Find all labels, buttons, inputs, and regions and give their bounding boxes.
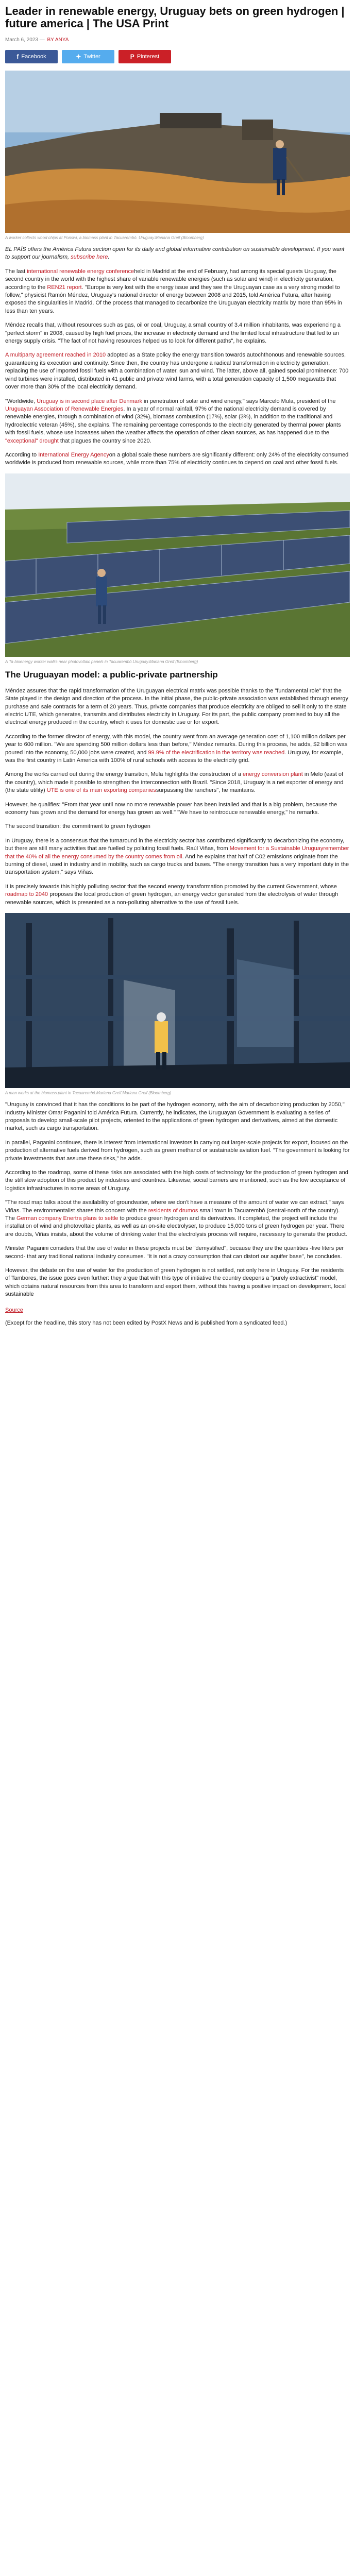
text: on a global scale these numbers are significantly different: only 24% of the electricity consumed worldwide is produced from renewable sources, while more than 75% of electricity continues to depend on coal and other fossil fuels. [5, 451, 349, 466]
solar-panels-photo [5, 473, 350, 657]
biomass-worker-photo [5, 913, 350, 1088]
intro-text: EL PAÍS offers the América Futura section open for its daily and global informative contribution on sustainable development. If you want to support our journalism, [5, 246, 345, 261]
paragraph: However, the debate on the use of water for the production of green hydrogen is not settled, not only here in Uruguay. For the residents of Tambores, the issue goes even further: they argue that with this type of initiative the country deepens a "purely extractivist" model, which obtains natural resources from this area to transform and export them, without this having a positive impact on development, local sustainable [5, 1267, 346, 1298]
text: "Worldwide, [5, 398, 37, 404]
text: . And he explains that half of C02 emissions originate from the burning of diesel, used in industry and in mobility, such as cargo trucks and buses. "The energy transition has a very important duty in the transportation system," says Viñas. [5, 853, 349, 876]
syndication-note: (Except for the headline, this story has not been edited by PostX News and is published from a syndicated feed.) [5, 1319, 288, 1326]
text: "The road map talks about the availability of groundwater, where we don't have a measure of the amount of water we can extract," says Viñas. The environmentalist shares this concern with the [5, 1199, 344, 1214]
ute-exporter-link[interactable]: UTE is one of its main exporting companies [46, 787, 156, 794]
twitter-share-label: Twitter [83, 54, 100, 60]
pinterest-share-button[interactable] [119, 50, 171, 63]
enertra-link[interactable]: German company Enertra plans to settle [16, 1215, 119, 1222]
subscribe-link[interactable]: subscribe here [71, 254, 108, 261]
paragraph: The second transition: the commitment to green hydrogen [5, 823, 150, 830]
conversion-plant-link[interactable]: energy conversion plant [243, 771, 303, 778]
twitter-share-button[interactable] [62, 50, 114, 63]
paragraph [5, 268, 350, 315]
photo-caption: A worker collects wood chips at Ponswi, a biomass plant in Tacuarembó. Uruguay.Mariana Greif (Bloomberg) [5, 235, 204, 240]
intro-end: . [108, 254, 110, 261]
paragraph [5, 883, 350, 907]
text: proposes the local production of green hydrogen, an energy vector generated from the electrolysis of water through renewable sources, which is presented as a non-polluting alternative to the use of fossil fuels. [5, 891, 339, 906]
text: . "Europe is very lost with the energy issue and they see the Uruguayan case as a very strong model to follow," physicist Ramón Méndez, Uruguay's national director of energy between 2008 and 2015, told América Futura, after having exposed the singularities in Madrid. Of the process that managed to decarbonize the Uruguayan electricity matrix by more than 95% in less than ten years. [5, 284, 342, 314]
text: small town in Tacuarembó (central-north of the country). The [5, 1207, 340, 1222]
paragraph: Méndez recalls that, without resources such as gas, oil or coal, Uruguay, a small country of 3.4 million inhabitants, was experiencing a "perfect storm" in 2008, caused by high fuel prices, the increase in electricity demand and the limited local infrastructure that led to an energy supply crisis. "The fact of not having resources helped us to look for different paths", he explains. [5, 322, 341, 345]
article-meta [5, 37, 350, 43]
text: According to the former director of energy, with this model, the country went from an average generation cost of 1,100 million dollars per year to 600 million. "We are spending 500 million dollars less than before," Méndez remarks. During this process, he adds, $2 billion was poured into the economy, 50,000 jobs were created, and [5, 733, 348, 756]
photo-caption: A Ta bioenergy worker walks near photovoltaic panels in Tacuarembó.Uruguay.Mariana Greif (Bloomberg) [5, 659, 198, 664]
paragraph [5, 771, 350, 794]
biomass-plant-photo [5, 71, 350, 233]
pinterest-share-label: Pinterest [137, 54, 160, 60]
article [5, 0, 350, 1327]
twitter-icon: ✦ [76, 53, 81, 60]
text: In Uruguay, there is a consensus that the turnaround in the electricity sector has contributed significantly to decarbonizing the economy, but there are still many activities that are fuelled by polluting fossil fuels. Raúl Viñas, from [5, 837, 345, 852]
multiparty-agreement-link[interactable]: A multiparty agreement reached in 2010 [5, 352, 106, 359]
drought-link[interactable]: "exceptional" drought [5, 437, 59, 444]
article-date[interactable]: March 6, 2023 [5, 37, 38, 43]
oil-energy-link[interactable]: remember that the 40% of all the energy consumed by the country comes from oil [5, 845, 349, 860]
text: The last [5, 268, 27, 275]
photo-caption: A man works at the biomass plant in Tacuarembó.Mariana Greif.Mariana Greif (Bloomberg) [5, 1091, 172, 1096]
intro-paragraph [5, 246, 350, 262]
facebook-icon: f [16, 53, 19, 60]
article-author[interactable]: BY ANYA [47, 37, 69, 43]
ren21-link[interactable]: REN21 report [47, 284, 82, 291]
text: in Melo (east of the country), which made it possible to strengthen the interconnection with Brazil. "Since 2018, Uruguay is a net exporter of energy and (the state utility) [5, 771, 344, 794]
movement-link[interactable]: Movement for a Sustainable Uruguay [229, 845, 324, 852]
paragraph: However, he qualifies: "From that year until now no more renewable power has been installed and that is a big problem, because the economy has grown and the demand for energy has grown as well." "We have to reintroduce renewable energy," he remarks. [5, 801, 337, 816]
electrification-link[interactable]: 99.9% of the electrification in the territory was reached [148, 749, 285, 756]
source-link[interactable]: Source [5, 1307, 23, 1313]
paragraph [5, 351, 350, 391]
facebook-share-label: Facebook [21, 54, 46, 60]
text: . In a year of normal rainfall, 97% of the national electricity demand is covered by renewable energies, through a combination of wind (32%), biomass combustion (17%), solar (3%), in addition to the traditional and hydroelectric veteran (45%), she explains. The remaining percentage corresponds to the electricity generated by thermal power plants with fossil fuels, whose use increases when the weather affects the operation of other clean sources, as has happened due to the [5, 405, 341, 436]
association-link[interactable]: Uruguayan Association of Renewable Energies [5, 405, 124, 412]
text: held in Madrid at the end of February, had among its special guests Uruguay, the second country in the world with the highest share of variable renewable energies (such as solar and wind) in electricity generation, according to the [5, 268, 336, 291]
iea-link[interactable]: International Energy Agency [38, 451, 109, 458]
text: surpassing the ranchers", he maintains. [156, 787, 256, 794]
conference-link[interactable]: international renewable energy conference [27, 268, 134, 275]
text: to produce green hydrogen and its derivatives. If completed, the project will include the installation of wind and photovoltaic plants, as well as an on-site electrolyser, to produce 15,000 tons of green hydrogen per year. There are doubts, Viñas insists, about the volume of drinking water that the electrolysis process will require, necessary to generate the product. [5, 1215, 347, 1238]
text: in penetration of solar and wind energy," says Marcelo Mula, president of the [142, 398, 336, 404]
text: . Uruguay, for example, was the first country in Latin America with 100% of rural schools with access to the electricity grid. [5, 749, 343, 764]
pinterest-icon: P [130, 53, 134, 60]
paragraph [5, 1199, 350, 1239]
paragraph [5, 398, 350, 445]
paragraph: In parallel, Paganini continues, there is interest from international investors in carrying out larger-scale projects for export, focused on the production of alternative fuels derived from hydrogen, such as green methanol or sustainable aviation fuel. "The government is looking for private investments that assume these risks," he adds. [5, 1139, 350, 1162]
text: that plagues the country since 2020. [58, 437, 151, 444]
text: Among the works carried out during the energy transition, Mula highlights the construction of a [5, 771, 243, 778]
paragraph [5, 733, 350, 765]
paragraph [5, 837, 350, 877]
section-heading: The Uruguayan model: a public-private partnership [5, 669, 218, 680]
share-bar [5, 50, 350, 63]
article-title[interactable]: Leader in renewable energy, Uruguay bets on green hydrogen | future america | The USA Print [5, 5, 345, 30]
drumos-link[interactable]: residents of drumos [148, 1207, 198, 1214]
text: adopted as a State policy the energy transition towards autochthonous and renewable sources, guaranteeing its execution and continuity. Since then, the country has undergone a radical transformation in electricity generation, replacing the use of imported fossil fuels with a combination of water, sun and wind. The latter, above all, gained special prominence: 700 wind turbines were installed, distributed in 41 public and private wind farms, with a total generation capacity of 1,500 megawatts that cover more than 30% of the local electricity demand. [5, 352, 349, 391]
byline-separator: — [39, 37, 45, 43]
paragraph: Minister Paganini considers that the use of water in these projects must be "demystified", because they are the quantities -five liters per second- that any traditional national industry consumes. "It is not a crazy consumption that can distort our aquifer base", he concludes. [5, 1245, 344, 1260]
text: According to [5, 451, 39, 458]
facebook-share-button[interactable] [5, 50, 58, 63]
paragraph: "Uruguay is convinced that it has the conditions to be part of the hydrogen economy, with the aim of decarbonizing production by 2050," Industry Minister Omar Paganini told América Futura. Currently, he indicates, the Uruguayan Government is evaluating a series of proposals to develop small-scale pilot projects, oriented to the applications of green hydrogen and derivatives, aimed at the domestic market, such as cargo transportation. [5, 1101, 345, 1132]
paragraph [5, 451, 350, 467]
paragraph: Méndez assures that the rapid transformation of the Uruguayan electrical matrix was possible thanks to the "fundamental role" that the State played in the design and direction of the process. In the initial phase, the public-private association was established through energy purchase and sale contracts for a term of 20 years. Thus, private companies that produce electricity are obliged to sell it only to the state electric UTE, which generates, transmits and distributes electricity in Uruguay. For its part, the public company promised to buy all the electrical energy produced in the country, which it uses for domestic use or for export. [5, 687, 348, 726]
denmark-link[interactable]: Uruguay is in second place after Denmark [37, 398, 142, 404]
paragraph: According to the roadmap, some of these risks are associated with the high costs of technology for the production of green hydrogen and the still slow adoption of this product by industries and countries. Likewise, social barriers are mentioned, such as the low acceptance of logistics infrastructures in some areas of Uruguay. [5, 1169, 348, 1192]
roadmap-link[interactable]: roadmap to 2040 [5, 891, 48, 898]
text: It is precisely towards this highly polluting sector that the second energy transformation promoted by the current Government, whose [5, 883, 337, 890]
